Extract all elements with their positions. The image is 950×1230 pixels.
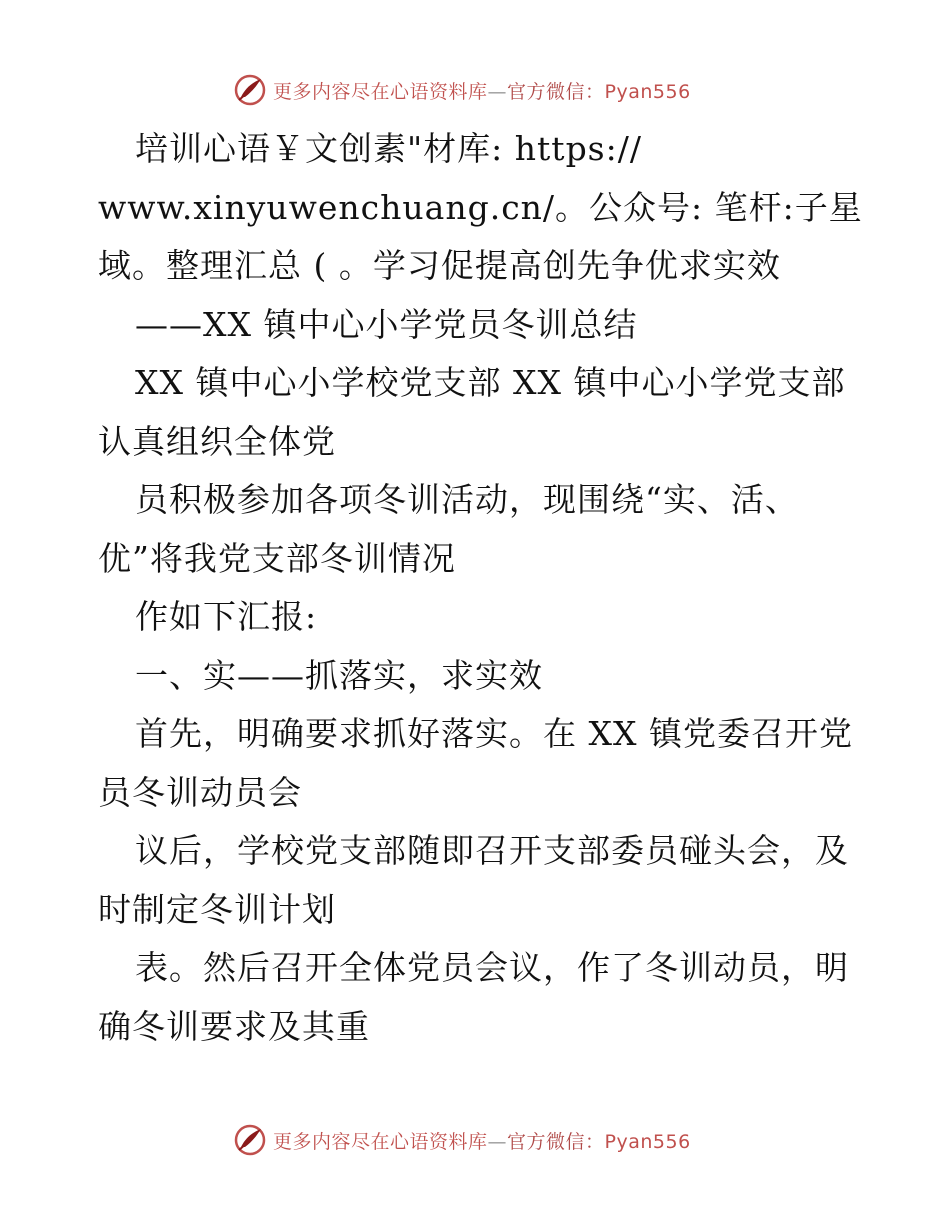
- banner-dash: —: [487, 80, 508, 103]
- text-line: 首先，明确要求抓好落实。在 XX 镇党委召开党: [135, 714, 853, 753]
- text-line: ——XX 镇中心小学党员冬训总结: [135, 304, 638, 344]
- text-line: 培训心语￥文创素"材库: https://: [135, 129, 642, 168]
- banner-text: [273, 77, 691, 104]
- header-banner: [233, 72, 691, 108]
- text-line: www.xinyuwenchuang.cn/。公众号: 笔杆:子星: [98, 187, 863, 227]
- document-body: [98, 120, 868, 1056]
- text-line: 域。整理汇总 ( 。学习促提高创先争优求实效: [98, 246, 781, 285]
- text-line: 确冬训要求及其重: [98, 1006, 370, 1046]
- text-line: 作如下汇报:: [135, 597, 318, 636]
- text-line: 认真组织全体党: [98, 421, 336, 461]
- text-line: 员积极参加各项冬训活动，现围绕“实、活、: [135, 480, 799, 519]
- text-line: XX 镇中心小学校党支部 XX 镇中心小学党支部: [135, 363, 846, 402]
- banner-wechat-label: 官方微信：: [507, 1130, 605, 1153]
- text-line: 一、实——抓落实，求实效: [135, 655, 543, 695]
- text-line: 议后，学校党支部随即召开支部委员碰头会，及: [135, 831, 849, 870]
- footer-banner: [233, 1122, 691, 1158]
- banner-wechat-label: 官方微信：: [507, 80, 605, 103]
- banner-main-text: 更多内容尽在心语资料库: [273, 80, 488, 103]
- text-line: 表。然后召开全体党员会议，作了冬训动员，明: [135, 948, 849, 987]
- banner-dash: —: [487, 1130, 508, 1153]
- banner-wechat-handle: Pyan556: [604, 80, 691, 103]
- text-line: 员冬训动员会: [98, 772, 302, 812]
- banner-wechat-handle: Pyan556: [604, 1130, 691, 1153]
- quill-circle-logo-icon: [233, 1123, 267, 1157]
- banner-main-text: 更多内容尽在心语资料库: [273, 1130, 488, 1153]
- text-line: 时制定冬训计划: [98, 889, 336, 929]
- quill-circle-logo-icon: [233, 73, 267, 107]
- text-line: 优”将我党支部冬训情况: [98, 538, 456, 578]
- banner-text: [273, 1127, 691, 1154]
